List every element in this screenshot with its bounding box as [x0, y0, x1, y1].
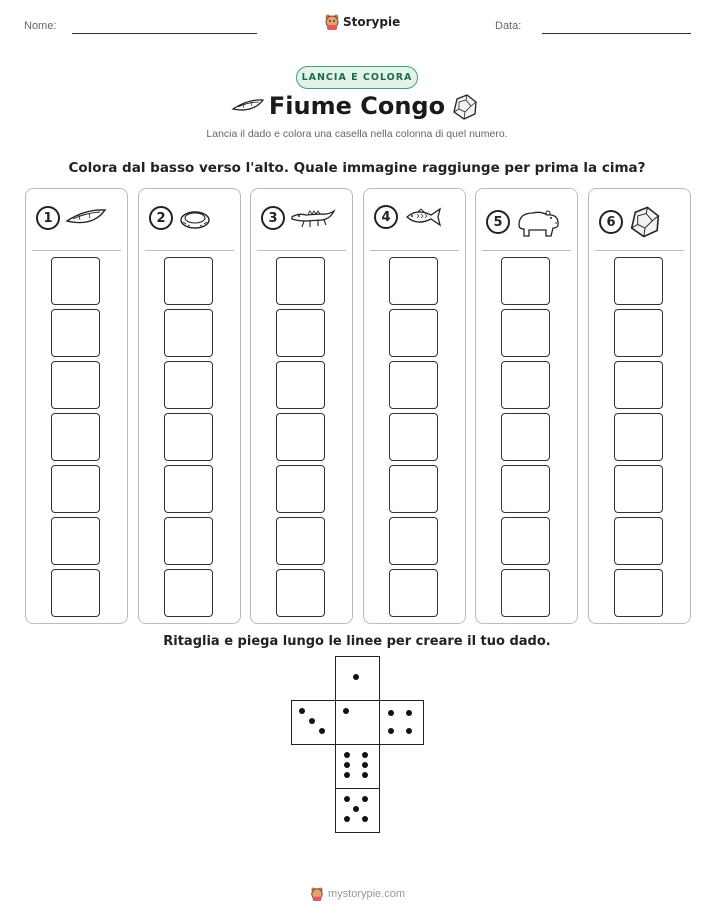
footer-url: mystorypie.com	[328, 888, 406, 900]
fish-icon	[403, 205, 443, 229]
color-box[interactable]	[164, 413, 213, 461]
die-pip	[353, 806, 359, 812]
color-box[interactable]	[501, 465, 550, 513]
die-pip	[388, 710, 394, 716]
storypie-mascot-icon	[324, 13, 340, 31]
storypie-logo	[324, 13, 400, 31]
color-box[interactable]	[389, 257, 438, 305]
die-pip	[344, 796, 350, 802]
column-5	[475, 188, 578, 624]
die-pip	[343, 708, 349, 714]
die-pip	[309, 718, 315, 724]
column-number: 2	[149, 206, 173, 230]
die-pip	[406, 710, 412, 716]
color-box[interactable]	[389, 309, 438, 357]
color-box[interactable]	[276, 517, 325, 565]
color-box[interactable]	[51, 257, 100, 305]
color-box[interactable]	[276, 309, 325, 357]
color-box[interactable]	[614, 465, 663, 513]
color-box[interactable]	[501, 569, 550, 617]
bracelet-icon	[178, 205, 212, 231]
name-label: Nome:	[24, 20, 57, 32]
column-number: 3	[261, 206, 285, 230]
die-pip	[362, 762, 368, 768]
color-box[interactable]	[389, 517, 438, 565]
color-box[interactable]	[51, 569, 100, 617]
canoe-icon	[65, 205, 107, 231]
column-divider	[595, 250, 684, 251]
die-face-center	[335, 700, 380, 745]
color-box[interactable]	[501, 309, 550, 357]
color-box[interactable]	[164, 517, 213, 565]
instruction-text: Colora dal basso verso l'alto. Quale immagine raggiunge per prima la cima?	[68, 160, 646, 176]
hippo-icon	[515, 205, 561, 239]
column-3	[250, 188, 353, 624]
color-box[interactable]	[276, 569, 325, 617]
color-box[interactable]	[164, 569, 213, 617]
color-box[interactable]	[51, 413, 100, 461]
die-face-right	[379, 700, 424, 745]
color-box[interactable]	[51, 361, 100, 409]
color-box[interactable]	[501, 517, 550, 565]
color-box[interactable]	[389, 465, 438, 513]
color-box[interactable]	[614, 569, 663, 617]
column-number: 1	[36, 206, 60, 230]
die-pip	[344, 816, 350, 822]
column-divider	[370, 250, 459, 251]
color-box[interactable]	[276, 465, 325, 513]
color-box[interactable]	[51, 465, 100, 513]
die-pip	[362, 772, 368, 778]
die-pip	[344, 752, 350, 758]
die-pip	[319, 728, 325, 734]
activity-badge: LANCIA E COLORA	[296, 66, 418, 89]
name-line[interactable]	[72, 33, 257, 34]
date-line[interactable]	[542, 33, 691, 34]
color-box[interactable]	[501, 413, 550, 461]
die-pip	[344, 762, 350, 768]
logo-text: Storypie	[343, 15, 401, 29]
date-label: Data:	[495, 20, 522, 32]
column-number: 5	[486, 210, 510, 234]
die-pip	[388, 728, 394, 734]
color-box[interactable]	[614, 309, 663, 357]
die-face-below-center	[335, 744, 380, 789]
die-pip	[299, 708, 305, 714]
die-face-top	[335, 656, 380, 701]
color-box[interactable]	[614, 361, 663, 409]
die-pip	[362, 816, 368, 822]
color-box[interactable]	[614, 257, 663, 305]
die-face-bottom	[335, 788, 380, 833]
color-box[interactable]	[276, 257, 325, 305]
column-number: 6	[599, 210, 623, 234]
color-box[interactable]	[51, 309, 100, 357]
column-4	[363, 188, 466, 624]
column-divider	[32, 250, 121, 251]
die-pip	[362, 796, 368, 802]
die-pip	[344, 772, 350, 778]
color-box[interactable]	[164, 465, 213, 513]
color-box[interactable]	[276, 361, 325, 409]
color-box[interactable]	[501, 257, 550, 305]
rock-icon	[628, 205, 662, 239]
color-box[interactable]	[501, 361, 550, 409]
storypie-mascot-icon	[310, 886, 324, 902]
color-box[interactable]	[614, 413, 663, 461]
die-face-left	[291, 700, 336, 745]
color-box[interactable]	[51, 517, 100, 565]
color-box[interactable]	[389, 413, 438, 461]
die-pip	[353, 674, 359, 680]
color-box[interactable]	[164, 309, 213, 357]
column-1	[25, 188, 128, 624]
column-number: 4	[374, 205, 398, 229]
column-divider	[257, 250, 346, 251]
color-box[interactable]	[164, 361, 213, 409]
column-6	[588, 188, 691, 624]
column-divider	[482, 250, 571, 251]
column-2	[138, 188, 241, 624]
color-box[interactable]	[164, 257, 213, 305]
die-pip	[406, 728, 412, 734]
rock-icon	[451, 93, 479, 121]
die-pip	[362, 752, 368, 758]
color-box[interactable]	[614, 517, 663, 565]
footer	[310, 886, 405, 902]
crocodile-icon	[290, 205, 336, 231]
color-box[interactable]	[389, 361, 438, 409]
color-box[interactable]	[276, 413, 325, 461]
column-divider	[145, 250, 234, 251]
cut-instruction: Ritaglia e piega lungo le linee per creare il tuo dado.	[163, 634, 551, 649]
page-title: Fiume Congo	[268, 92, 446, 120]
color-box[interactable]	[389, 569, 438, 617]
page-subtitle: Lancia il dado e colora una casella nella colonna di quel numero.	[206, 128, 508, 140]
